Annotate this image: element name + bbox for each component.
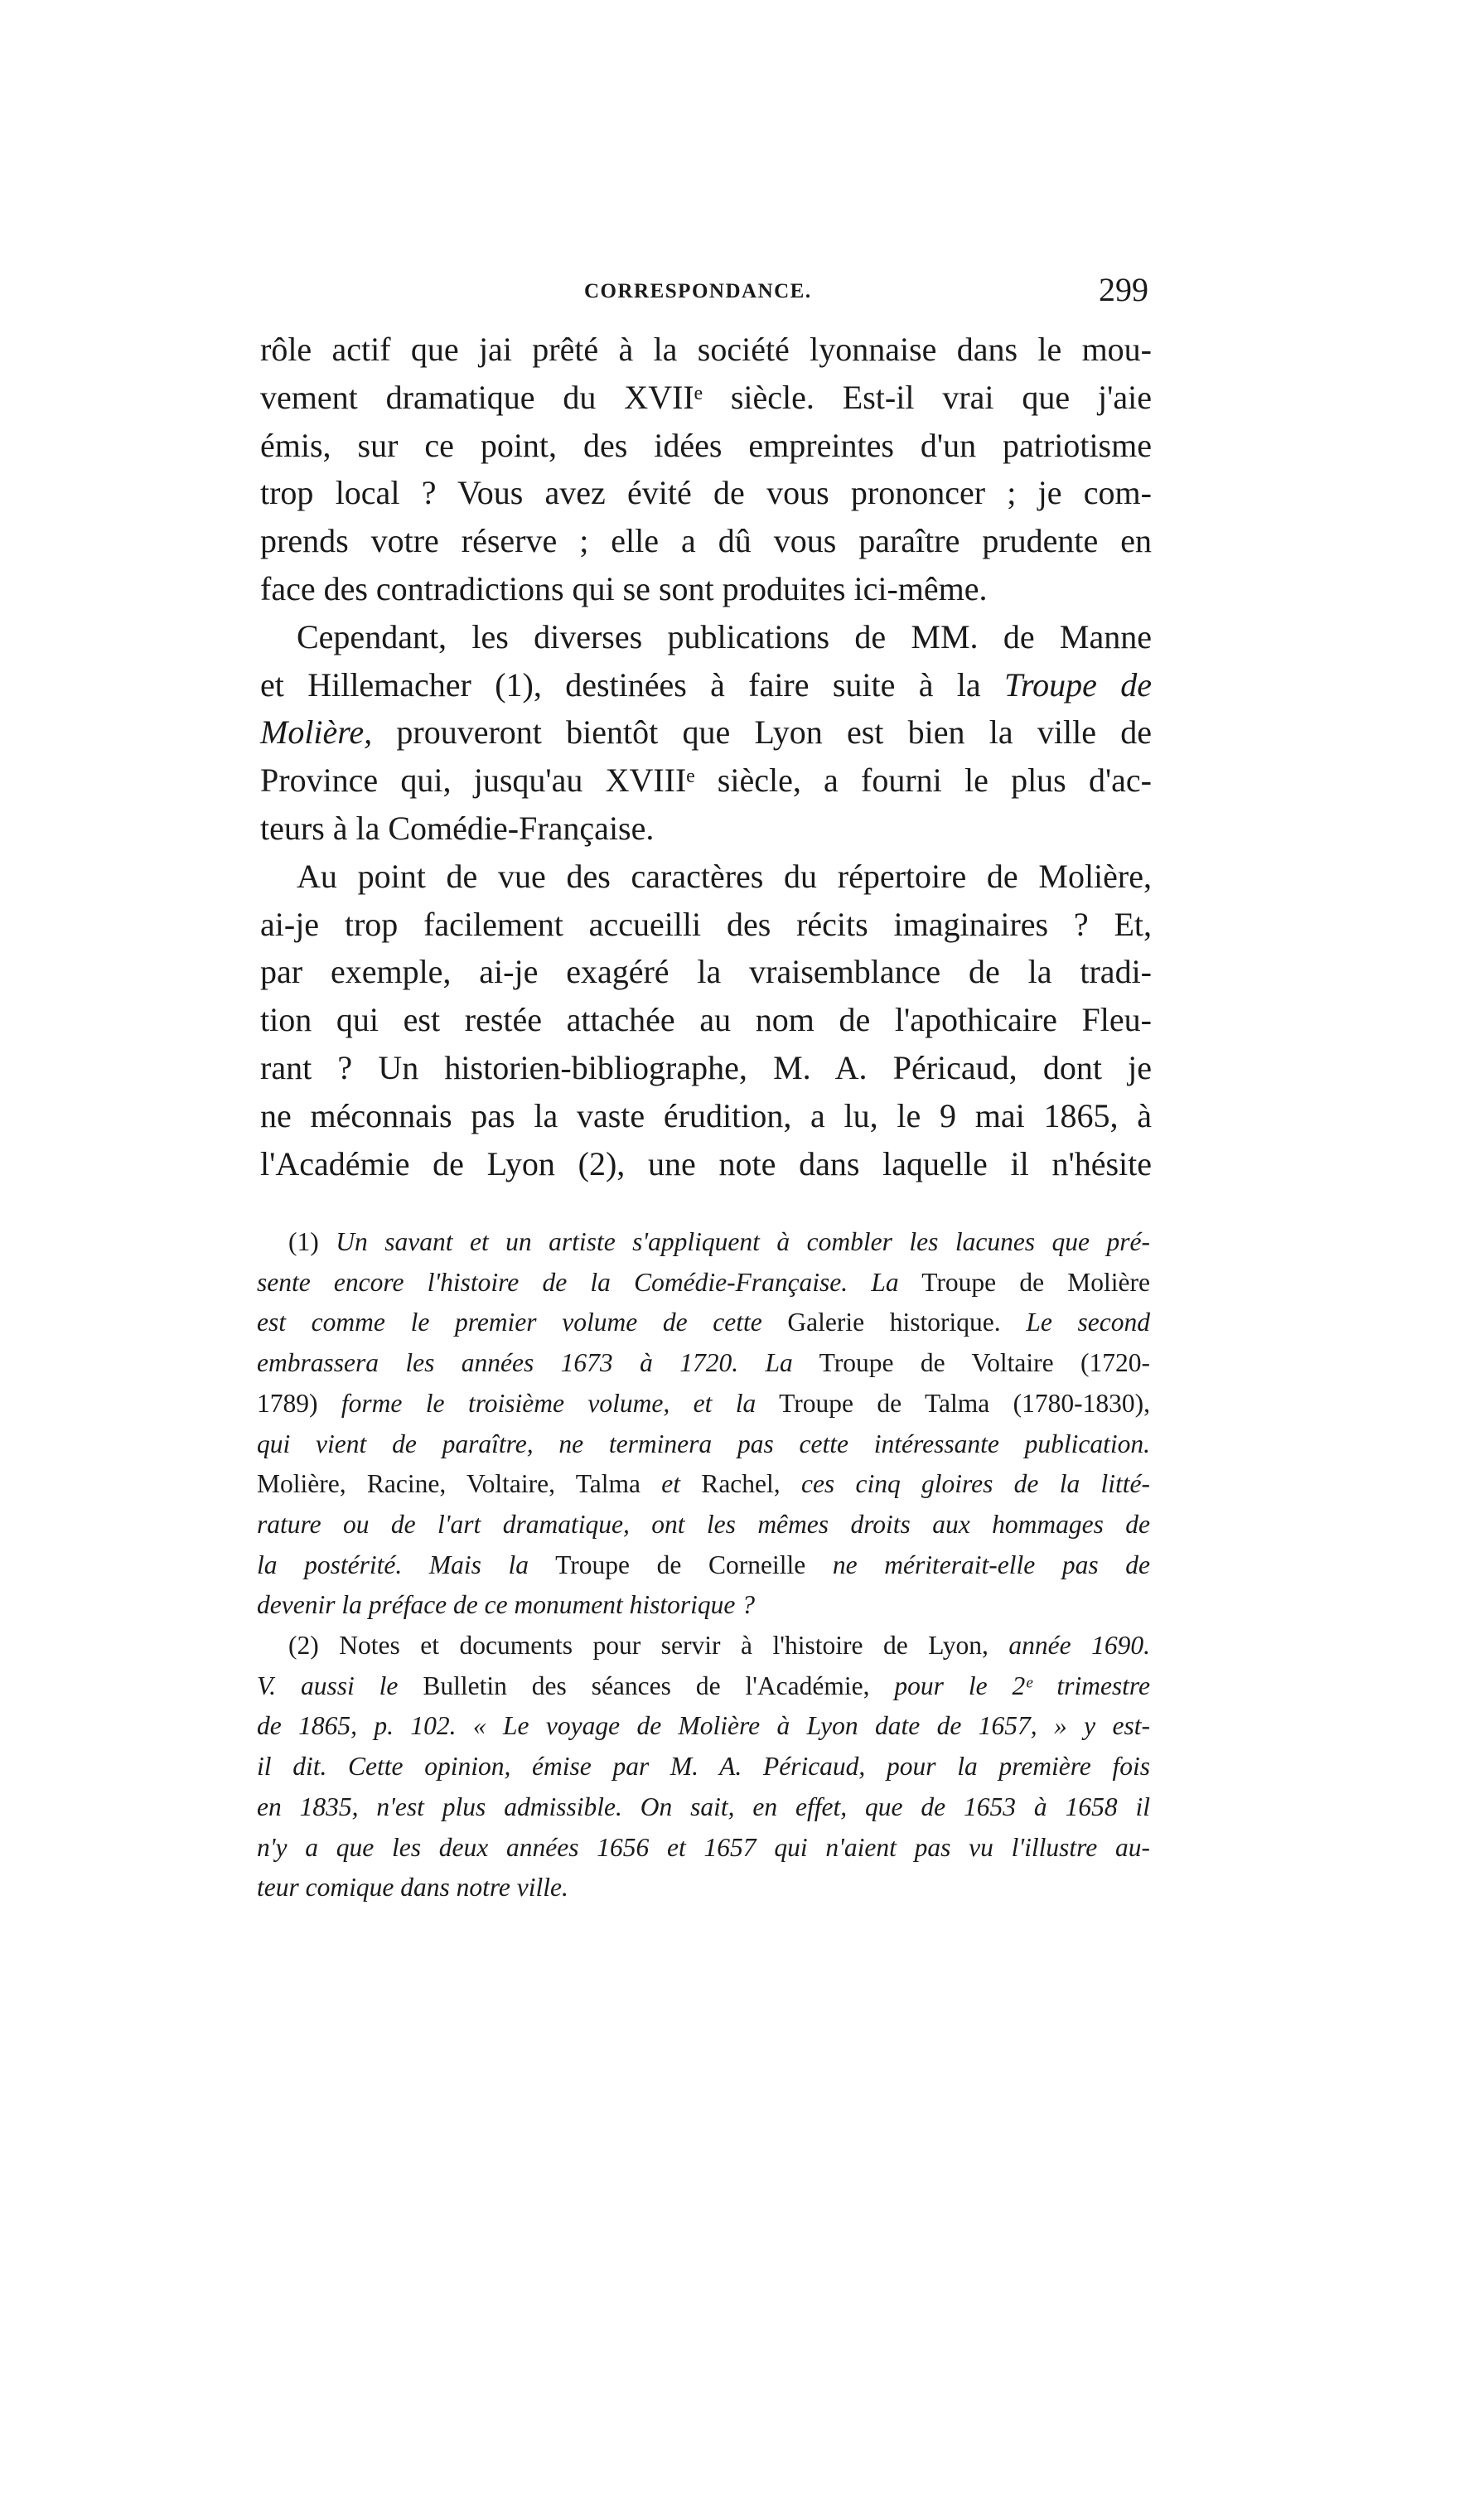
text-run: Rachel, <box>680 1469 801 1499</box>
footnote-line <box>257 1263 1150 1303</box>
text-run: ai-je trop facilement accueilli des récits imaginaires ? Et, <box>260 905 1152 943</box>
italic-text: forme le troisième volume, et la <box>341 1388 757 1418</box>
italic-text: la postérité. Mais la <box>257 1550 529 1579</box>
body-line <box>260 613 1152 661</box>
text-run: Troupe de Corneille <box>529 1550 833 1579</box>
text-run: émis, sur ce point, des idées empreintes d'un patriotisme <box>260 426 1152 464</box>
footnote-line <box>257 1868 1150 1908</box>
text-run: (2) Notes et documents pour servir à l'histoire de Lyon, <box>288 1631 1009 1661</box>
italic-text: ces cinq gloires de la litté- <box>800 1469 1150 1499</box>
italic-text: de 1865, p. 102. « Le voyage de Molière à Lyon date de 1657, » y est- <box>257 1711 1150 1741</box>
text-run: l'Académie de Lyon (2), une note dans laquelle il n'hésite <box>260 1144 1152 1182</box>
footnotes <box>257 1222 1150 1908</box>
italic-text: Troupe de <box>1004 665 1152 704</box>
body-line <box>260 469 1152 517</box>
text-run: prends votre réserve ; elle a dû vous paraître prudente en <box>260 522 1152 560</box>
text-run: teurs à la Comédie-Française. <box>260 809 655 847</box>
body-line <box>260 422 1152 470</box>
body-line <box>260 517 1152 565</box>
body-line <box>260 1044 1152 1092</box>
body-line <box>260 708 1152 757</box>
text-run: trop local ? Vous avez évité de vous prononcer ; je com- <box>260 474 1152 512</box>
text-run: Troupe de Molière <box>898 1267 1150 1297</box>
text-run: (1) <box>288 1227 336 1256</box>
text-run: tion qui est restée attachée au nom de l'apothicaire Fleu- <box>260 1001 1152 1039</box>
footnote-line <box>257 1505 1150 1545</box>
text-run: face des contradictions qui se sont produites ici-même. <box>260 569 988 607</box>
text-run: Au point de vue des caractères du répertoire de Molière, <box>297 857 1152 895</box>
text-run: Cependant, les diverses publications de MM. de Manne <box>297 617 1152 655</box>
italic-text: devenir la préface de ce monument historique ? <box>257 1590 755 1620</box>
body-line <box>260 661 1152 709</box>
italic-text: Molière, <box>260 713 373 752</box>
italic-text: pour le 2ᵉ trimestre <box>894 1671 1151 1700</box>
footnote-line <box>257 1384 1150 1424</box>
text-run: rôle actif que jai prêté à la société lyonnaise dans le mou- <box>260 331 1152 368</box>
body-line <box>260 326 1152 374</box>
page-number: 299 <box>1099 271 1148 308</box>
footnote-line <box>257 1585 1150 1626</box>
italic-text: il dit. Cette opinion, émise par M. A. Péricaud, pour la première fois <box>257 1752 1150 1782</box>
text-run: vement dramatique du XVIIᵉ siècle. Est-il vrai que j'aie <box>260 378 1152 416</box>
body-text <box>260 326 1152 1187</box>
italic-text: et <box>661 1469 681 1499</box>
text-run: Troupe de Talma (1780-1830), <box>756 1388 1150 1418</box>
text-run: ne méconnais pas la vaste érudition, a lu, le 9 mai 1865, à <box>260 1096 1152 1134</box>
footnote-line <box>257 1424 1150 1465</box>
italic-text: embrassera les années 1673 à 1720. La <box>257 1348 793 1378</box>
body-line <box>260 805 1152 853</box>
text-run: Province qui, jusqu'au XVIIIᵉ siècle, a fourni le plus d'ac- <box>260 762 1152 800</box>
italic-text: Un savant et un artiste s'appliquent à combler les lacunes que pré- <box>336 1227 1151 1256</box>
running-head-title: CORRESPONDANCE. <box>584 280 812 302</box>
italic-text: n'y a que les deux années 1656 et 1657 qui n'aient pas vu l'illustre au- <box>257 1832 1150 1862</box>
italic-text: en 1835, n'est plus admissible. On sait, en effet, que de 1653 à 1658 il <box>257 1791 1150 1821</box>
italic-text: teur comique dans notre ville. <box>257 1873 568 1903</box>
italic-text: est comme le premier volume de cette <box>257 1308 762 1337</box>
body-line <box>260 1140 1152 1188</box>
footnote-line <box>257 1828 1150 1869</box>
italic-text: année 1690. <box>1008 1631 1151 1661</box>
text-run: et Hillemacher (1), destinées à faire suite à la <box>260 665 1005 704</box>
body-line <box>260 853 1152 901</box>
body-line <box>260 948 1152 996</box>
footnote-line <box>257 1222 1150 1263</box>
italic-text: qui vient de paraître, ne terminera pas cette intéressante publication. <box>257 1429 1150 1458</box>
text-run: prouveront bientôt que Lyon est bien la ville de <box>372 713 1152 752</box>
text-run: Molière, Racine, Voltaire, Talma <box>257 1469 662 1499</box>
italic-text: ne mériterait-elle pas de <box>832 1550 1150 1579</box>
text-run: rant ? Un historien-bibliographe, M. A. Péricaud, dont je <box>260 1048 1152 1086</box>
italic-text: rature ou de l'art dramatique, ont les mêmes droits aux hommages de <box>257 1509 1150 1539</box>
footnote-line <box>257 1303 1150 1343</box>
italic-text: V. aussi le <box>257 1671 399 1700</box>
footnote-line <box>257 1343 1150 1384</box>
body-line <box>260 996 1152 1044</box>
footnote-line <box>257 1626 1150 1666</box>
text-run: Galerie historique. <box>761 1308 1027 1337</box>
text-run: Bulletin des séances de l'Académie, <box>398 1671 895 1700</box>
footnote-line <box>257 1545 1150 1586</box>
footnote-line <box>257 1787 1150 1828</box>
body-line <box>260 757 1152 805</box>
text-run: par exemple, ai-je exagéré la vraisemblance de la tradi- <box>260 953 1152 991</box>
footnote-line <box>257 1747 1150 1787</box>
text-run: Troupe de Voltaire (1720- <box>792 1348 1150 1378</box>
text-run: 1789) <box>257 1388 341 1418</box>
body-line <box>260 901 1152 949</box>
footnote-line <box>257 1464 1150 1505</box>
italic-text: sente encore l'histoire de la Comédie-Française. La <box>257 1267 899 1297</box>
footnote-line <box>257 1666 1150 1707</box>
body-line <box>260 374 1152 422</box>
body-line <box>260 565 1152 613</box>
body-line <box>260 1092 1152 1140</box>
italic-text: Le second <box>1026 1308 1150 1337</box>
footnote-line <box>257 1706 1150 1747</box>
